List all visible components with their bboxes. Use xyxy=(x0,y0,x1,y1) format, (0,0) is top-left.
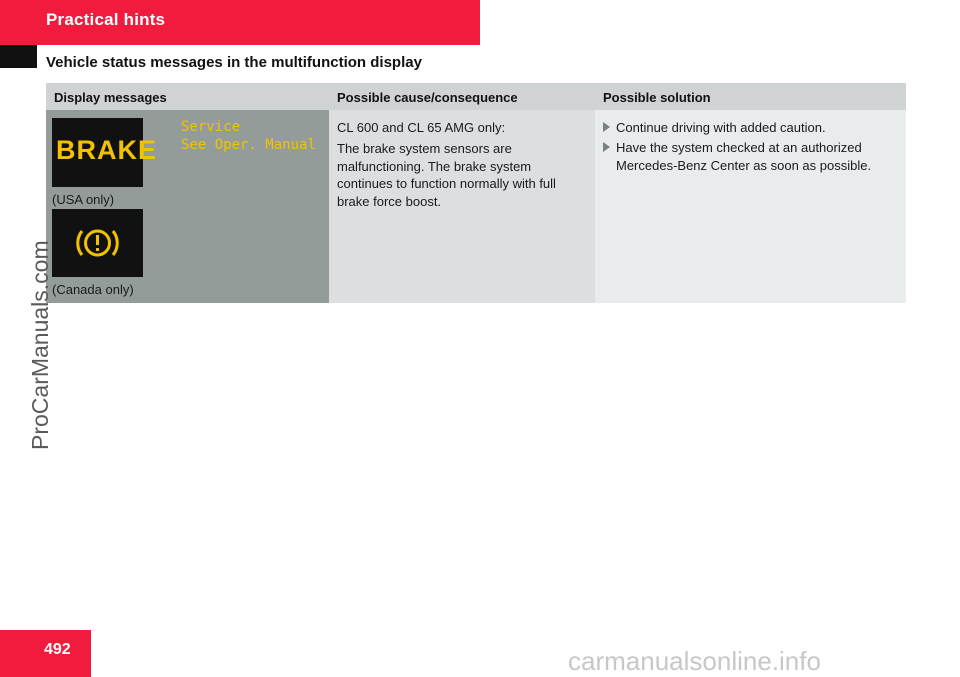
arrow-bullet-icon xyxy=(603,122,610,132)
header-possible-cause: Possible cause/consequence xyxy=(337,90,518,105)
cause-model-line: CL 600 and CL 65 AMG only: xyxy=(337,120,506,135)
cause-text-line-3: continues to function normally with full xyxy=(337,176,556,191)
page-number-tab xyxy=(0,630,91,677)
canada-only-label: (Canada only) xyxy=(52,282,134,297)
header-title: Practical hints xyxy=(46,10,166,29)
brake-display xyxy=(52,118,158,187)
section-marker xyxy=(0,45,37,68)
solution-text: Continue driving with added caution. xyxy=(616,120,826,135)
arrow-bullet-icon xyxy=(603,142,610,152)
cause-text-line-2: malfunctioning. The brake system xyxy=(337,158,532,174)
bottom-watermark: carmanualsonline.info xyxy=(568,646,821,676)
brake-word: BRAKE xyxy=(56,135,158,165)
solution-item xyxy=(603,139,903,175)
display-messages-cell xyxy=(46,110,329,303)
solution-text: Have the system checked at an authorized xyxy=(616,140,862,155)
cause-text-line-1: The brake system sensors are xyxy=(337,141,512,156)
status-messages-table xyxy=(46,83,906,303)
header-possible-solution: Possible solution xyxy=(603,90,711,105)
header-display-messages: Display messages xyxy=(54,90,167,105)
section-title: Vehicle status messages in the multifunction display xyxy=(46,54,422,71)
page-number: 492 xyxy=(44,641,71,658)
solution-item xyxy=(603,119,903,137)
cause-text-line-4: brake force boost. xyxy=(337,193,442,209)
header-tab xyxy=(0,0,480,45)
canada-display xyxy=(52,209,143,277)
possible-cause-cell xyxy=(329,110,595,303)
usa-only-label: (USA only) xyxy=(52,192,115,207)
brake-warning-icon xyxy=(52,209,143,277)
side-watermark: ProCarManuals.com xyxy=(27,240,53,450)
table-header xyxy=(46,83,906,110)
service-line-1: Service xyxy=(181,119,241,135)
solution-text: Mercedes-Benz Center as soon as possible. xyxy=(616,157,872,173)
service-line-2: See Oper. Manual xyxy=(181,137,316,153)
possible-solution-cell xyxy=(595,110,906,303)
